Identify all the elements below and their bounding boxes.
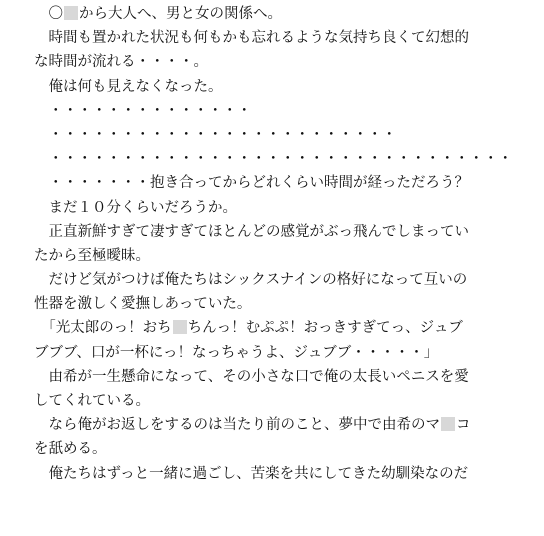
text-segment: 〇 — [34, 6, 63, 22]
text-segment: 俺たちはずっと一緒に過ごし、苦楽を共にしてきた幼馴染なのだ — [34, 465, 469, 482]
text-line-15 — [34, 341, 534, 365]
text-line-18 — [34, 413, 534, 437]
text-line-13 — [34, 292, 534, 316]
text-line-12 — [34, 268, 534, 292]
text-segment: ・・・・・・・・・・・・・・ — [34, 102, 252, 119]
document-page — [34, 2, 534, 486]
text-segment: してくれている。 — [34, 393, 150, 409]
text-line-2 — [34, 26, 534, 50]
text-segment: だけど気がつけば俺たちはシックスナインの格好になって互いの — [34, 272, 468, 289]
text-line-10 — [34, 220, 534, 244]
text-segment: な時間が流れる・・・・。 — [34, 54, 208, 71]
text-segment: コ — [456, 417, 471, 434]
text-segment: 由希が一生懸命になって、その小さな口で俺の太長いペニスを愛 — [34, 368, 469, 385]
text-line-7 — [34, 147, 534, 171]
text-segment: 「光太郎のっ！おち — [34, 320, 172, 337]
censored-block — [64, 6, 78, 20]
text-segment: 性器を激しく愛撫しあっていた。 — [34, 296, 252, 313]
text-line-11 — [34, 244, 534, 268]
text-segment: 正直新鮮すぎて凄すぎてほとんどの感覚がぶっ飛んでしまってい — [34, 223, 469, 240]
text-segment: ・・・・・・・・・・・・・・・・・・・・・・・・・・・・・・・・ — [34, 151, 513, 168]
text-line-14 — [34, 316, 534, 340]
text-segment: を舐める。 — [34, 441, 107, 458]
text-segment: たから至極曖昧。 — [34, 247, 150, 264]
text-segment: まだ１０分くらいだろうか。 — [34, 199, 237, 216]
text-line-5 — [34, 99, 534, 123]
text-segment: なら俺がお返しをするのは当たり前のこと、夢中で由希のマ — [34, 417, 440, 434]
text-segment: 時間も置かれた状況も何もかも忘れるような気持ち良くて幻想的 — [34, 30, 469, 47]
text-segment: 俺は何も見えなくなった。 — [34, 78, 223, 95]
censored-block — [173, 320, 187, 334]
text-line-6 — [34, 123, 534, 147]
text-line-1 — [34, 2, 534, 26]
text-line-16 — [34, 365, 534, 389]
text-segment: ブブブ、口が一杯にっ！なっちゃうよ、ジュブブ・・・・・」 — [34, 344, 439, 361]
text-line-3 — [34, 50, 534, 74]
text-line-9 — [34, 196, 534, 220]
text-line-8 — [34, 171, 534, 195]
text-segment: ・・・・・・・・・・・・・・・・・・・・・・・・ — [34, 126, 397, 143]
text-segment: ちんっ！むぷぷ！おっきすぎてっ、ジュブ — [187, 320, 463, 337]
text-line-19 — [34, 437, 534, 461]
text-segment: から大人へ、男と女の関係へ。 — [79, 6, 282, 22]
text-line-20 — [34, 462, 534, 486]
text-line-17 — [34, 389, 534, 413]
text-line-4 — [34, 75, 534, 99]
censored-block — [441, 417, 455, 431]
text-segment: ・・・・・・・抱き合ってからどれくらい時間が経っただろう？ — [34, 175, 469, 192]
